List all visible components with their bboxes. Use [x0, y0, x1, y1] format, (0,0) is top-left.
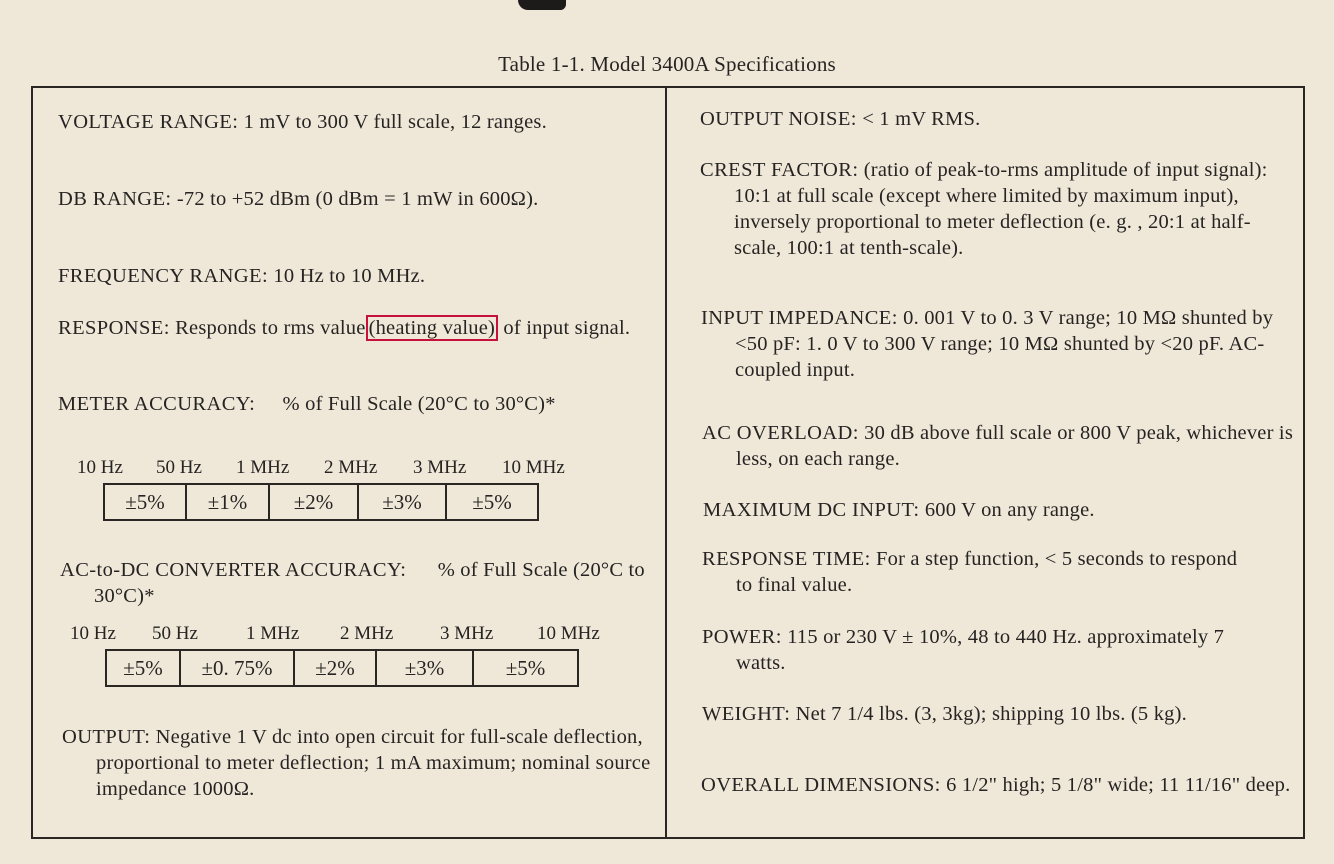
table-row	[104, 484, 538, 520]
spec-max-dc-input	[703, 497, 1307, 523]
table-cell: ±5%	[104, 484, 186, 520]
table-cell: ±5%	[106, 650, 180, 686]
spec-converter-accuracy	[60, 557, 659, 609]
table-cell: ±5%	[446, 484, 538, 520]
table-cell: ±5%	[473, 650, 578, 686]
table-cell: ±2%	[294, 650, 376, 686]
meter-accuracy-table	[103, 483, 539, 521]
column-divider	[665, 86, 667, 839]
spec-meter-accuracy	[58, 391, 652, 417]
spec-label: METER ACCURACY:	[58, 393, 256, 415]
freq-header: 2 MHz	[340, 623, 394, 644]
freq-header: 10 Hz	[77, 457, 123, 478]
spec-label: FREQUENCY RANGE:	[58, 265, 269, 287]
spec-output-noise	[700, 106, 1304, 132]
spec-voltage-range	[58, 109, 662, 135]
table-cell: ±3%	[358, 484, 446, 520]
freq-header: 3 MHz	[440, 623, 494, 644]
spec-value: 30 dB above full scale or 800 V peak, whichever is less, on each range.	[736, 422, 1293, 470]
table-caption: Table 1-1. Model 3400A Specifications	[498, 52, 836, 76]
freq-header: 1 MHz	[246, 623, 300, 644]
spec-label: OVERALL DIMENSIONS:	[701, 774, 941, 796]
spec-ac-overload	[702, 420, 1306, 472]
freq-header: 3 MHz	[413, 457, 467, 478]
freq-header: 50 Hz	[156, 457, 202, 478]
spec-db-range	[58, 186, 662, 212]
spec-label: RESPONSE TIME:	[702, 548, 871, 570]
spec-value: % of Full Scale (20°C to 30°C)*	[94, 559, 645, 607]
spec-label: RESPONSE:	[58, 317, 170, 339]
spec-value: For a step function, < 5 seconds to respond to final value.	[736, 548, 1238, 596]
table-row	[106, 650, 578, 686]
spec-value: 600 V on any range.	[924, 499, 1095, 521]
spec-label: WEIGHT:	[702, 703, 791, 725]
table-cell: ±2%	[269, 484, 358, 520]
table-cell: ±3%	[376, 650, 473, 686]
spec-frequency-range	[58, 263, 662, 289]
spec-label: AC OVERLOAD:	[702, 422, 859, 444]
spec-label: POWER:	[702, 626, 782, 648]
spec-value: 6 1/2" high; 5 1/8" wide; 11 11/16" deep.	[946, 774, 1291, 796]
table-cell: ±0. 75%	[180, 650, 294, 686]
scan-ink-blot	[518, 0, 566, 10]
freq-header: 10 MHz	[502, 457, 565, 478]
spec-label: CREST FACTOR:	[700, 159, 859, 181]
freq-header: 2 MHz	[324, 457, 378, 478]
spec-value: 10 Hz to 10 MHz.	[273, 265, 426, 287]
freq-header: 10 MHz	[537, 623, 600, 644]
spec-value: 0. 001 V to 0. 3 V range; 10 MΩ shunted by <50 pF: 1. 0 V to 300 V range; 10 MΩ shunted by <20 pF. AC-coupled input.	[735, 307, 1274, 381]
spec-value: 1 mV to 300 V full scale, 12 ranges.	[243, 111, 547, 133]
spec-input-impedance	[701, 305, 1295, 383]
spec-label: OUTPUT NOISE:	[700, 108, 857, 130]
spec-response	[58, 315, 682, 341]
highlight-box: (heating value)	[366, 315, 499, 341]
spec-value: Responds to rms value	[175, 317, 366, 339]
spec-value: -72 to +52 dBm (0 dBm = 1 mW in 600Ω).	[176, 188, 539, 210]
converter-accuracy-table	[105, 649, 579, 687]
spec-response-time	[702, 546, 1256, 598]
spec-weight	[702, 701, 1326, 727]
freq-header: 1 MHz	[236, 457, 290, 478]
spec-output	[62, 724, 656, 802]
spec-label: MAXIMUM DC INPUT:	[703, 499, 920, 521]
spec-power	[702, 624, 1276, 676]
table-cell: ±1%	[186, 484, 269, 520]
spec-value: % of Full Scale (20°C to 30°C)*	[282, 393, 556, 415]
freq-header: 50 Hz	[152, 623, 198, 644]
spec-crest-factor	[700, 157, 1294, 261]
spec-label: DB RANGE:	[58, 188, 172, 210]
freq-header: 10 Hz	[70, 623, 116, 644]
spec-value: < 1 mV RMS.	[862, 108, 981, 130]
spec-value: 115 or 230 V ± 10%, 48 to 440 Hz. approximately 7 watts.	[736, 626, 1225, 674]
spec-value: (ratio of peak-to-rms amplitude of input signal): 10:1 at full scale (except where limited by maximum input), inversely proportional to meter deflection (e. g. , 20:1 at half-scale, 100:1 at tenth-scale).	[734, 159, 1268, 259]
spec-value-cont: of input signal.	[503, 317, 631, 339]
spec-label: OUTPUT:	[62, 726, 151, 748]
spec-label: AC-to-DC CONVERTER ACCURACY:	[60, 559, 407, 581]
spec-value: Negative 1 V dc into open circuit for full-scale deflection, proportional to meter deflection; 1 mA maximum; nominal source impedance 1000Ω.	[96, 726, 651, 800]
spec-label: INPUT IMPEDANCE:	[701, 307, 898, 329]
spec-label: VOLTAGE RANGE:	[58, 111, 239, 133]
spec-overall-dimensions	[701, 772, 1330, 798]
spec-value: Net 7 1/4 lbs. (3, 3kg); shipping 10 lbs. (5 kg).	[795, 703, 1187, 725]
